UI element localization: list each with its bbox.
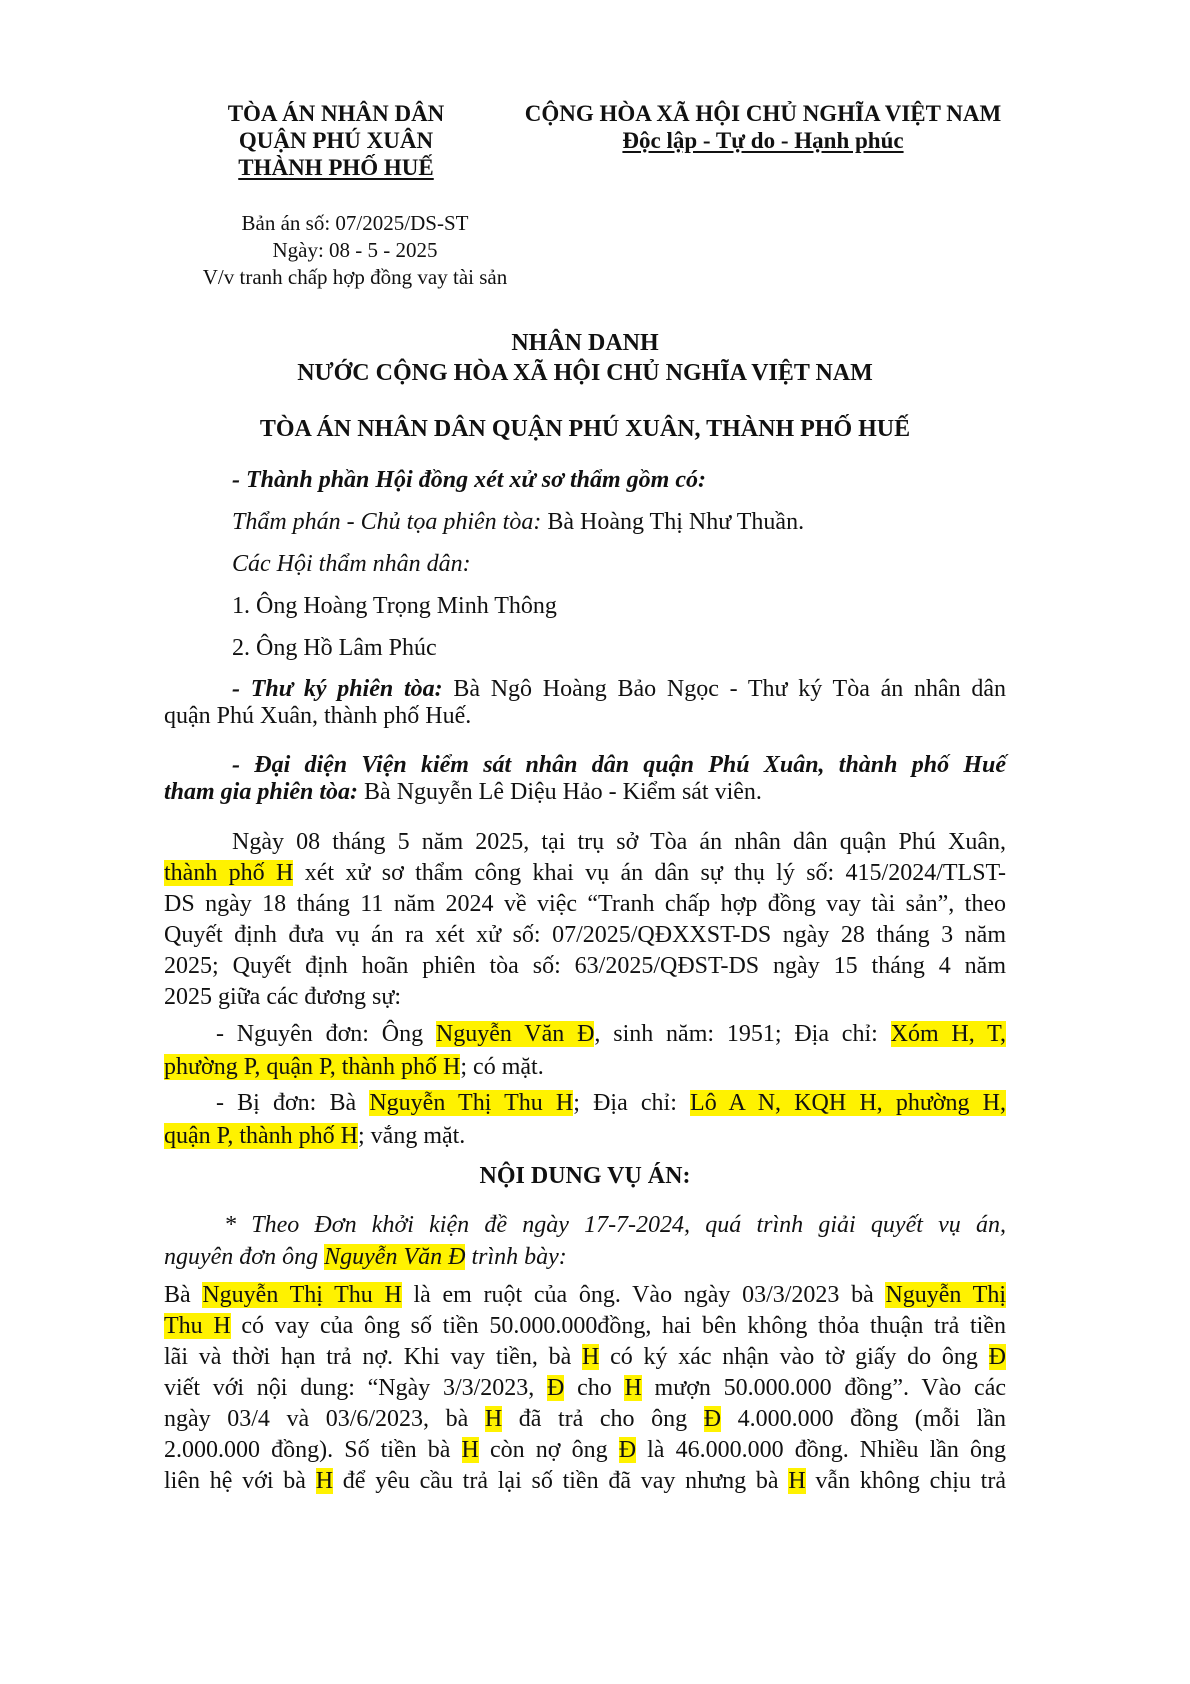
plaintiff-paragraph [164,1018,1006,1084]
national-header [508,100,1018,154]
body-line-2 [164,1311,1006,1342]
clerk-paragraph [164,676,1006,730]
defendant-address-2: quận P, thành phố H [164,1123,358,1149]
body-line-3 [164,1342,1006,1373]
title-in-the-name: NHÂN DANH [511,330,659,356]
clerk-label: - Thư ký phiên tòa: [232,676,443,702]
body-text: mượn 50.000.000 đồng”. Vào các [641,1375,1006,1401]
highlight-name: H [315,1468,334,1494]
plaintiff-text-b: , sinh năm: 1951; Địa chỉ: [594,1021,891,1047]
case-meta [170,210,540,291]
highlight-name: Nguyễn Thị [885,1282,1006,1308]
defendant-address-1: Lô A N, KQH H, phường H, [690,1090,1007,1116]
body-text: có ký xác nhận vào tờ giấy do ông [599,1344,989,1370]
body-text: 2.000.000 đồng). Số tiền bà [164,1437,462,1463]
body-text: ngày 03/4 và 03/6/2023, bà [164,1406,485,1432]
national-motto: Độc lập - Tự do - Hạnh phúc [622,128,904,153]
body-paragraph [164,1280,1006,1497]
defendant-text-a: - Bị đơn: Bà [216,1090,370,1116]
procuracy-label: tham gia phiên tòa: [164,779,359,805]
statement-text-b: trình bày: [465,1244,567,1270]
plaintiff-address-1: Xóm H, T, [890,1021,1007,1047]
statement-line-1: * Theo Đơn khởi kiện đề ngày 17-7-2024, quá trình giải quyết vụ án, [224,1212,1006,1238]
plaintiff-line-1 [164,1018,1006,1051]
body-text: Bà [164,1282,203,1308]
statement-line-2 [164,1241,1006,1273]
highlight-name: H [581,1344,600,1370]
highlight-name: Đ [703,1406,722,1432]
defendant-line-1 [164,1087,1006,1120]
court-header-line-1: TÒA ÁN NHÂN DÂN [227,101,445,126]
statement-paragraph [164,1209,1006,1273]
hearing-line-4: Quyết định đưa vụ án ra xét xử số: 07/2025/QĐXXST-DS ngày 28 tháng 3 năm [164,922,1006,948]
body-line-5 [164,1404,1006,1435]
body-text: để yêu cầu trả lại số tiền đã vay nhưng bà [333,1468,789,1494]
hearing-line-5: 2025; Quyết định hoãn phiên tòa số: 63/2025/QĐST-DS ngày 15 tháng 4 năm [164,953,1006,979]
highlight-city: thành phố H [164,860,294,886]
body-text: là 46.000.000 đồng. Nhiều lần ông [636,1437,1006,1463]
statement-plaintiff-name: Nguyễn Văn Đ [324,1244,466,1270]
plaintiff-address-2: phường P, quận P, thành phố H [164,1054,461,1080]
body-text: liên hệ với bà [164,1468,316,1494]
clerk-text-1: Bà Ngô Hoàng Bảo Ngọc - Thư ký Tòa án nhân dân [442,676,1006,702]
plaintiff-text-c: ; có mặt. [460,1054,544,1080]
body-text: cho [564,1375,625,1401]
highlight-name: H [624,1375,642,1401]
highlight-name: Đ [618,1437,637,1463]
highlight-name: Nguyễn Thị Thu H [202,1282,402,1308]
judge-label: Thẩm phán - Chủ tọa phiên tòa: [232,509,542,535]
highlight-name: Đ [988,1344,1006,1370]
body-text: vẫn không chịu trả [805,1468,1006,1494]
body-text: đã trả cho ông [502,1406,704,1432]
highlight-name: Đ [547,1375,565,1401]
body-text: lãi và thời hạn trả nợ. Khi vay tiền, bà [164,1344,582,1370]
body-line-6 [164,1435,1006,1466]
court-header [212,100,460,181]
juror-2: 2. Ông Hồ Lâm Phúc [232,635,437,661]
judge-name: Bà Hoàng Thị Như Thuần. [541,509,805,535]
plaintiff-text-a: - Nguyên đơn: Ông [216,1021,436,1047]
body-text: 4.000.000 đồng (mỗi lần [721,1406,1006,1432]
title-republic: NƯỚC CỘNG HÒA XÃ HỘI CHỦ NGHĨA VIỆT NAM [297,360,873,386]
highlight-name: H [461,1437,479,1463]
hearing-line-6: 2025 giữa các đương sự: [164,984,401,1010]
body-text: có vay của ông số tiền 50.000.000đồng, hai bên không thỏa thuận trả tiền [230,1313,1006,1339]
body-text: còn nợ ông [478,1437,619,1463]
judge-line [232,509,804,536]
highlight-name: H [788,1468,806,1494]
procuracy-paragraph [164,752,1006,806]
case-subject: V/v tranh chấp hợp đồng vay tài sản [202,265,508,289]
hearing-line-1: Ngày 08 tháng 5 năm 2025, tại trụ sở Tòa án nhân dân quận Phú Xuân, [232,829,1006,855]
defendant-paragraph [164,1087,1006,1153]
plaintiff-name: Nguyễn Văn Đ [435,1021,595,1047]
court-header-line-3: THÀNH PHỐ HUẾ [238,155,434,180]
panel-heading: - Thành phần Hội đồng xét xử sơ thẩm gồm có: [232,467,706,493]
section-title: NỘI DUNG VỤ ÁN: [479,1163,691,1189]
statement-text-a: nguyên đơn ông [164,1244,325,1270]
national-title: CỘNG HÒA XÃ HỘI CHỦ NGHĨA VIỆT NAM [524,101,1002,126]
highlight-name: H [484,1406,503,1432]
body-text: viết với nội dung: “Ngày 3/3/2023, [164,1375,548,1401]
body-line-4 [164,1373,1006,1404]
jurors-label: Các Hội thẩm nhân dân: [232,551,471,577]
court-header-line-2: QUẬN PHÚ XUÂN [238,128,434,153]
procuracy-rest: Bà Nguyễn Lê Diệu Hảo - Kiểm sát viên. [358,779,762,805]
case-date: Ngày: 08 - 5 - 2025 [272,238,438,262]
defendant-line-2 [164,1120,1006,1153]
juror-1: 1. Ông Hoàng Trọng Minh Thông [232,593,557,619]
hearing-text-2: xét xử sơ thẩm công khai vụ án dân sự thụ lý số: 415/2024/TLST- [293,860,1006,886]
hearing-line-2 [164,858,1006,889]
highlight-name: Thu H [164,1313,231,1339]
clerk-line-2: quận Phú Xuân, thành phố Huế. [164,703,472,729]
defendant-text-b: ; Địa chỉ: [573,1090,691,1116]
body-line-1 [164,1280,1006,1311]
hearing-paragraph [164,827,1006,1013]
defendant-name: Nguyễn Thị Thu H [369,1090,574,1116]
title-court: TÒA ÁN NHÂN DÂN QUẬN PHÚ XUÂN, THÀNH PHỐ HUẾ [259,416,911,442]
body-line-7 [164,1466,1006,1497]
procuracy-line-1: - Đại diện Viện kiểm sát nhân dân quận Phú Xuân, thành phố Huế [232,752,1006,778]
body-text: là em ruột của ông. Vào ngày 03/3/2023 bà [401,1282,886,1308]
clerk-line-1 [164,676,1006,703]
plaintiff-line-2 [164,1051,1006,1084]
procuracy-line-2 [164,779,1006,806]
case-number: Bản án số: 07/2025/DS-ST [241,211,469,235]
defendant-text-c: ; vắng mặt. [358,1123,466,1149]
hearing-line-3: DS ngày 18 tháng 11 năm 2024 về việc “Tranh chấp hợp đồng vay tài sản”, theo [164,891,1006,917]
